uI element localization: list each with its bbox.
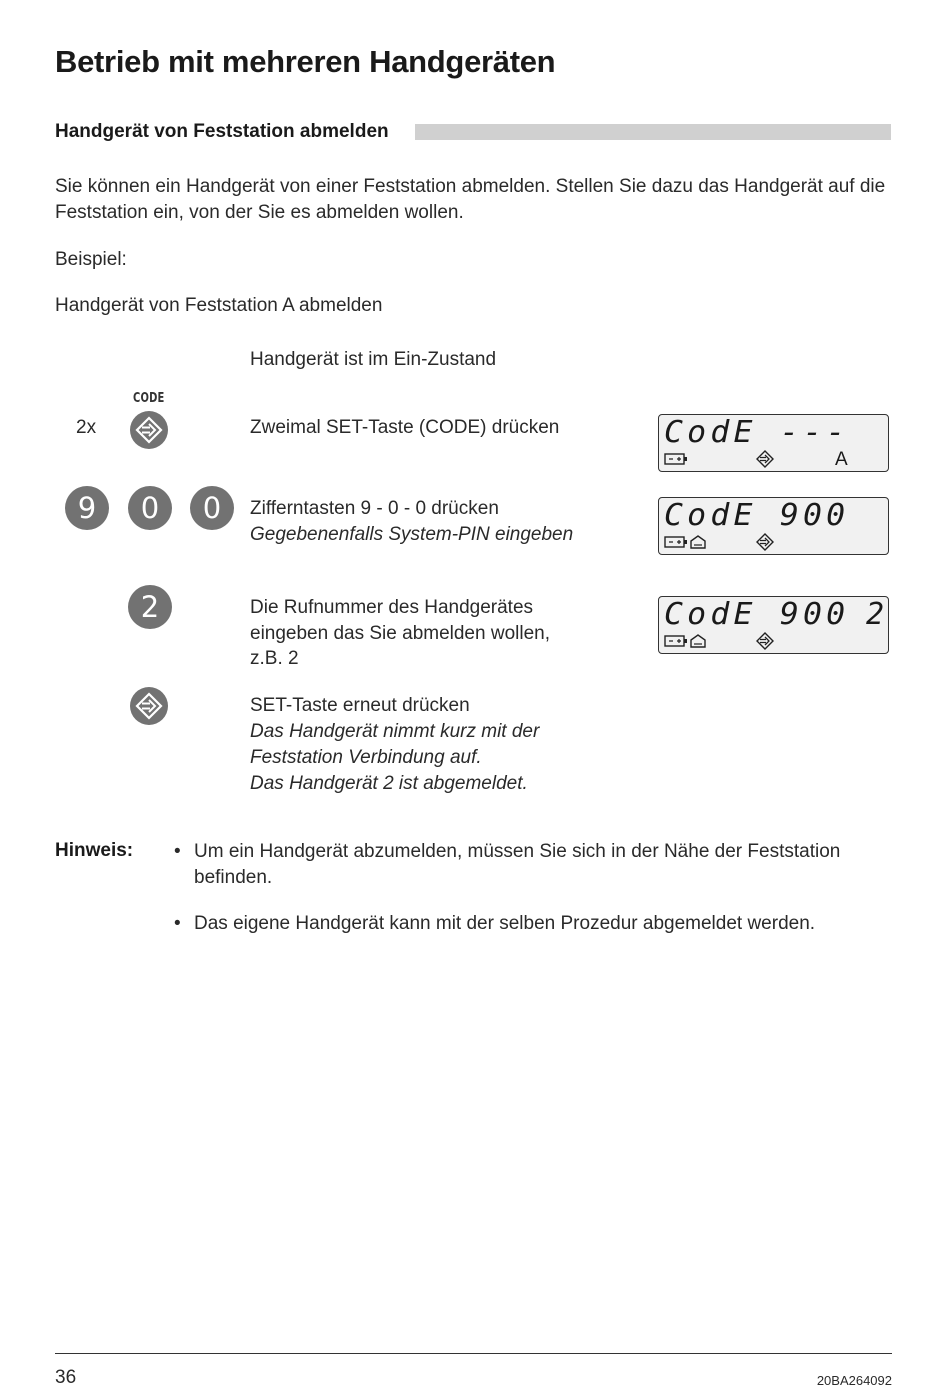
lcd-display-code-900-2 bbox=[658, 596, 889, 654]
step-number-line-2: eingeben das Sie abmelden wollen, bbox=[250, 623, 550, 644]
footer-divider bbox=[55, 1353, 892, 1354]
hint-bullet-1: Um ein Handgerät abzumelden, müssen Sie sich in der Nähe der Feststation befinden. bbox=[194, 841, 841, 888]
bullet-marker: • bbox=[174, 841, 181, 862]
lcd-status-icons bbox=[664, 535, 774, 549]
set-symbol-icon bbox=[756, 632, 774, 650]
lcd-status-icons bbox=[664, 452, 774, 466]
page-number: 36 bbox=[55, 1367, 77, 1388]
lcd-base-station-flag: A bbox=[835, 449, 848, 470]
section-heading: Handgerät von Feststation abmelden bbox=[55, 121, 389, 142]
home-base-icon bbox=[690, 634, 706, 648]
step-confirm-note-2: Feststation Verbindung auf. bbox=[250, 747, 482, 768]
step-confirm-text: SET-Taste erneut drücken bbox=[250, 695, 470, 716]
step-confirm-note-3: Das Handgerät 2 ist abgemeldet. bbox=[250, 773, 528, 794]
lcd-display-code bbox=[658, 414, 889, 472]
lcd-text: CodE 900 bbox=[664, 498, 850, 533]
digit-key-9: 9 bbox=[65, 486, 109, 530]
step-digits-note: Gegebenenfalls System-PIN eingeben bbox=[250, 524, 574, 545]
digit-key-0: 0 bbox=[128, 486, 172, 530]
step-number-line-1: Die Rufnummer des Handgerätes bbox=[250, 597, 534, 618]
set-key-icon bbox=[135, 416, 163, 444]
lcd-text: CodE --- bbox=[664, 415, 850, 450]
hint-label: Hinweis: bbox=[55, 840, 134, 861]
set-symbol-icon bbox=[756, 533, 774, 551]
set-symbol-icon bbox=[756, 450, 774, 468]
battery-icon bbox=[664, 536, 688, 548]
step-press-set-text: Zweimal SET-Taste (CODE) drücken bbox=[250, 417, 560, 438]
press-count: 2x bbox=[76, 417, 97, 438]
bullet-marker: • bbox=[174, 913, 181, 934]
step-number-line-3: z.B. 2 bbox=[250, 648, 299, 669]
set-key-button-confirm bbox=[130, 687, 168, 725]
digit-key-2: 2 bbox=[128, 585, 172, 629]
page-title: Betrieb mit mehreren Handgeräten bbox=[55, 44, 556, 79]
home-base-icon bbox=[690, 535, 706, 549]
lcd-text: CodE 900 bbox=[664, 597, 850, 632]
section-heading-bar bbox=[415, 124, 891, 140]
battery-icon bbox=[664, 635, 688, 647]
hint-bullet-2: Das eigene Handgerät kann mit der selben Prozedur abgemeldet werden. bbox=[194, 913, 816, 934]
code-key-caption: CODE bbox=[133, 391, 165, 406]
example-label: Beispiel: bbox=[55, 249, 127, 270]
lcd-display-code-900 bbox=[658, 497, 889, 555]
step-confirm-note-1: Das Handgerät nimmt kurz mit der bbox=[250, 721, 540, 742]
step-power-on-text: Handgerät ist im Ein-Zustand bbox=[250, 349, 497, 370]
example-description: Handgerät von Feststation A abmelden bbox=[55, 295, 383, 316]
set-key-icon bbox=[135, 692, 163, 720]
battery-icon bbox=[664, 453, 688, 465]
intro-paragraph: Sie können ein Handgerät von einer Feststation abmelden. Stellen Sie dazu das Handgerät auf die Feststation ein, von der Sie es abmelden wollen. bbox=[55, 176, 886, 223]
set-key-button bbox=[130, 411, 168, 449]
step-digits-text: Zifferntasten 9 - 0 - 0 drücken bbox=[250, 498, 499, 519]
lcd-status-icons bbox=[664, 634, 774, 648]
digit-key-0-second: 0 bbox=[190, 486, 234, 530]
lcd-right-digit: 2 bbox=[865, 597, 884, 632]
document-code: 20BA264092 bbox=[816, 1373, 892, 1388]
